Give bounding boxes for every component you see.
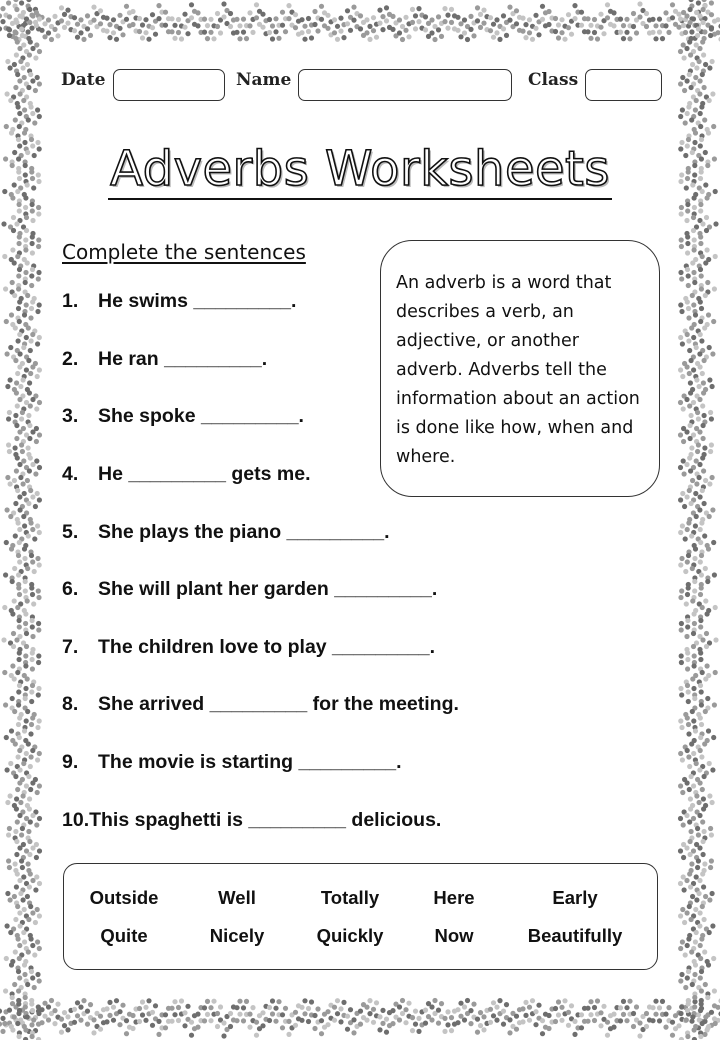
question-number: 6. — [62, 578, 79, 600]
page-title: Adverbs Worksheets — [108, 140, 612, 200]
word-bank-item: Early — [552, 887, 598, 908]
word-bank — [63, 863, 658, 970]
question-7 — [62, 636, 435, 659]
question-number: 3. — [62, 405, 79, 427]
name-label: Name — [236, 70, 292, 90]
title-container — [0, 140, 720, 200]
question-5 — [62, 521, 390, 544]
question-number: 7. — [62, 636, 79, 658]
question-number: 10. — [62, 809, 90, 831]
word-bank-item: Quite — [100, 925, 148, 946]
word-bank-item: Outside — [89, 887, 159, 908]
question-3 — [62, 405, 304, 428]
word-bank-item: Beautifully — [527, 925, 623, 946]
word-bank-item: Totally — [320, 887, 380, 908]
question-text: The movie is starting _________. — [98, 751, 402, 773]
question-10 — [62, 809, 441, 832]
word-bank-item: Well — [218, 887, 256, 908]
question-number: 1. — [62, 290, 79, 312]
date-field[interactable] — [113, 69, 225, 101]
definition-box — [380, 240, 660, 497]
question-9 — [62, 751, 402, 774]
question-text: She will plant her garden _________. — [98, 578, 438, 600]
question-1 — [62, 290, 296, 313]
name-field[interactable] — [298, 69, 512, 101]
word-bank-item: Nicely — [209, 925, 265, 946]
question-text: This spaghetti is _________ delicious. — [89, 809, 442, 831]
question-number: 9. — [62, 751, 79, 773]
class-label: Class — [528, 70, 579, 90]
question-2 — [62, 348, 267, 371]
word-bank-item: Now — [434, 925, 474, 946]
question-number: 2. — [62, 348, 79, 370]
instructions: Complete the sentences — [62, 240, 306, 264]
question-text: She plays the piano _________. — [98, 521, 390, 543]
question-text: The children love to play _________. — [98, 636, 436, 658]
class-field[interactable] — [585, 69, 662, 101]
question-4 — [62, 463, 310, 486]
question-6 — [62, 578, 437, 601]
question-number: 4. — [62, 463, 79, 485]
question-number: 8. — [62, 693, 79, 715]
question-text: He _________ gets me. — [98, 463, 311, 485]
question-number: 5. — [62, 521, 79, 543]
definition-text: An adverb is a word that describes a verb, an adjective, or another adverb. Adverbs tell the information about an action is done like how, when and where. — [396, 273, 640, 467]
word-bank-item: Here — [433, 887, 475, 908]
date-label: Date — [61, 70, 106, 90]
question-text: He swims _________. — [98, 290, 297, 312]
question-text: She spoke _________. — [98, 405, 304, 427]
word-bank-item: Quickly — [316, 925, 384, 946]
question-8 — [62, 693, 459, 716]
question-text: He ran _________. — [98, 348, 268, 370]
question-text: She arrived _________ for the meeting. — [98, 693, 459, 715]
